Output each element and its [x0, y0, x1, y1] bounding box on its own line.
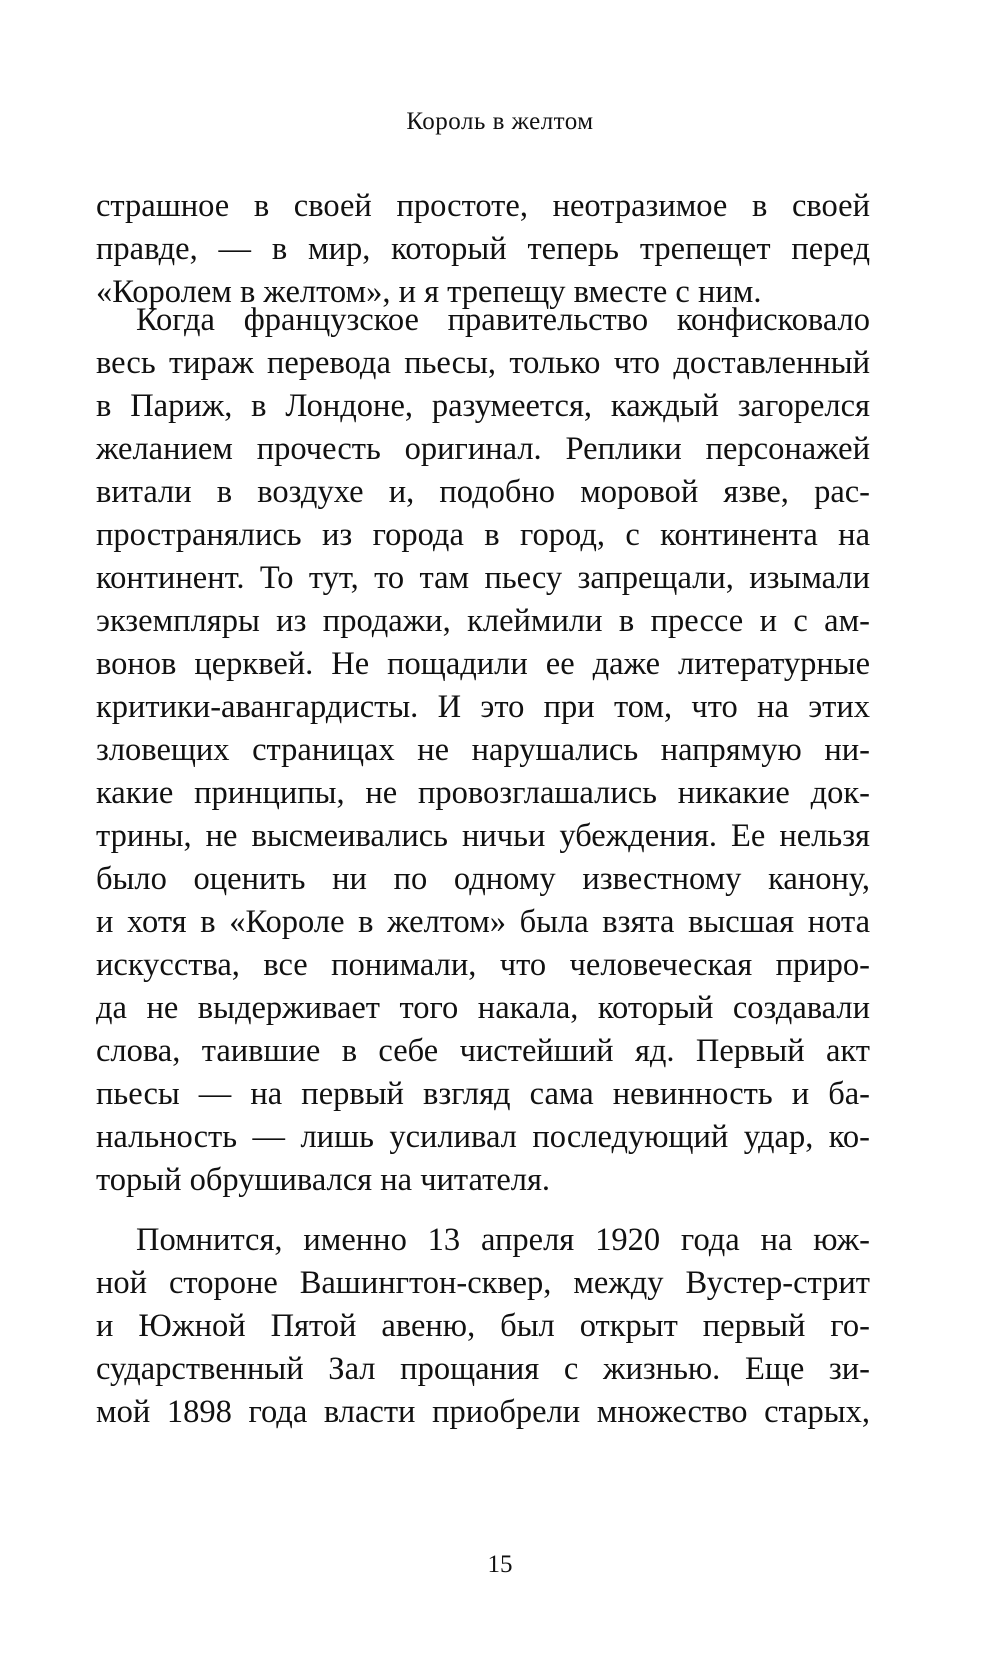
- text-line: и Южной Пятой авеню, был открыт первый го-: [96, 1308, 870, 1344]
- text-line: было оценить ни по одному известному канону,: [96, 861, 870, 897]
- text-line: сударственный Зал прощания с жизнью. Еще зи-: [96, 1351, 870, 1387]
- text-line: вонов церквей. Не пощадили ее даже литературные: [96, 646, 870, 682]
- text-line: критики-авангардисты. И это при том, что на этих: [96, 689, 870, 725]
- text-line: и хотя в «Короле в желтом» была взята высшая нота: [96, 904, 870, 940]
- text-line: пространялись из города в город, с континента на: [96, 517, 870, 553]
- text-line: зловещих страницах не нарушались напрямую ни-: [96, 732, 870, 768]
- text-line: Помнится, именно 13 апреля 1920 года на юж-: [136, 1222, 870, 1258]
- text-line: трины, не высмеивались ничьи убеждения. Ее нельзя: [96, 818, 870, 854]
- text-line: страшное в своей простоте, неотразимое в своей: [96, 188, 870, 224]
- text-line: желанием прочесть оригинал. Реплики персонажей: [96, 431, 870, 467]
- paragraph-2: [96, 299, 870, 1202]
- text-line: витали в воздухе и, подобно моровой язве, рас-: [96, 474, 870, 510]
- text-line: экземпляры из продажи, клеймили в прессе и с ам-: [96, 603, 870, 639]
- text-line: слова, таившие в себе чистейший яд. Первый акт: [96, 1033, 870, 1069]
- running-head: Король в желтом: [406, 108, 594, 135]
- text-line: «Королем в желтом», и я трепещу вместе с ним.: [96, 274, 762, 310]
- text-line: какие принципы, не провозглашались никакие док-: [96, 775, 870, 811]
- text-line: континент. То тут, то там пьесу запрещали, изымали: [96, 560, 870, 596]
- text-line: весь тираж перевода пьесы, только что доставленный: [96, 345, 870, 381]
- text-line: в Париж, в Лондоне, разумеется, каждый загорелся: [96, 388, 870, 424]
- text-line: Когда французское правительство конфисковало: [136, 302, 870, 338]
- text-line: нальность — лишь усиливал последующий удар, ко-: [96, 1119, 870, 1155]
- text-line: правде, — в мир, который теперь трепещет перед: [96, 231, 870, 267]
- text-line: искусства, все понимали, что человеческая приро-: [96, 947, 870, 983]
- page-number: 15: [487, 1551, 513, 1578]
- text-line: мой 1898 года власти приобрели множество старых,: [96, 1394, 870, 1430]
- paragraph-1: [96, 185, 870, 314]
- text-line: да не выдерживает того накала, который создавали: [96, 990, 870, 1026]
- paragraph-3: [96, 1219, 870, 1434]
- text-line: торый обрушивался на читателя.: [96, 1162, 551, 1198]
- text-line: пьесы — на первый взгляд сама невинность и ба-: [96, 1076, 870, 1112]
- text-line: ной стороне Вашингтон-сквер, между Вустер-стрит: [96, 1265, 870, 1301]
